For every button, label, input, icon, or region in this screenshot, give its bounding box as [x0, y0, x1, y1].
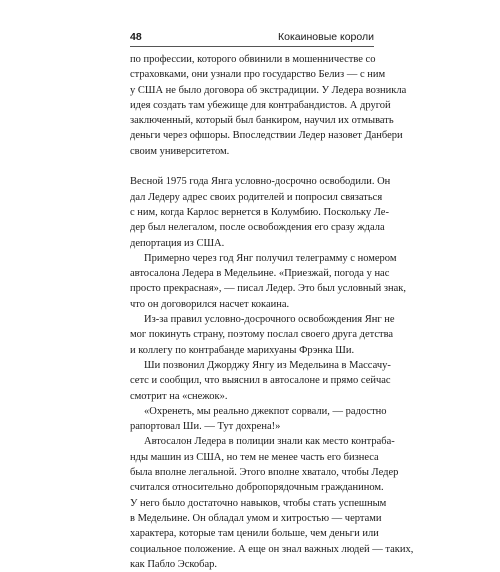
- text-line: страховками, они узнали про государство Белиз — с ним: [130, 69, 386, 81]
- paragraph: [130, 251, 406, 312]
- paragraph: [130, 434, 414, 572]
- text-line: Автосалон Ледера в полиции знали как место контраба-: [144, 436, 395, 448]
- text-line: дер был нелегалом, после освобождения его сразу ждала: [130, 222, 385, 234]
- text-line: своим университетом.: [130, 145, 230, 157]
- text-line: что он договорился насчет кокаина.: [130, 298, 290, 310]
- text-line: нды машин из США, но тем не менее часть его бизнеса: [130, 451, 379, 463]
- text-line: У него было достаточно навыков, чтобы стать успешным: [130, 497, 387, 509]
- text-line: деньги через офшоры. Впоследствии Ледер назовет Данбери: [130, 130, 403, 142]
- text-line: Примерно через год Янг получил телеграмму с номером: [144, 252, 397, 264]
- text-line: мог покинуть страну, поэтому послал своего друга детства: [130, 329, 394, 341]
- page-header: [130, 30, 374, 44]
- text-line: считался относительно добропорядочным гражданином.: [130, 482, 384, 494]
- paragraph: [130, 358, 391, 404]
- text-line: Из-за правил условно-досрочного освобождения Янг не: [144, 314, 395, 326]
- paragraph-gap: [130, 159, 374, 174]
- text-line: у США не было договора об экстрадиции. У Ледера возникла: [130, 84, 407, 96]
- paragraph: [130, 404, 387, 435]
- text-line: автосалона Ледера в Медельине. «Приезжай, погода у нас: [130, 268, 390, 280]
- text-line: заключенный, который был банкиром, научил их отмывать: [130, 115, 394, 127]
- paragraph: [130, 52, 407, 159]
- text-line: Ши позвонил Джорджу Янгу из Медельина в Массачу-: [144, 359, 391, 371]
- text-line: идея создать там убежище для контрабандистов. А другой: [130, 99, 391, 111]
- paragraph: [130, 312, 395, 358]
- text-line: рапортовал Ши. — Тут дохрена!»: [130, 421, 281, 433]
- text-line: характера, которые там ценили больше, чем деньги или: [130, 528, 379, 540]
- page-number: 48: [130, 31, 142, 43]
- paragraph: [130, 174, 391, 250]
- running-title: Кокаиновые короли: [278, 31, 374, 43]
- text-line: была вполне легальной. Этого вполне хватало, чтобы Ледер: [130, 467, 399, 479]
- text-line: депортация из США.: [130, 237, 225, 249]
- text-line: как Пабло Эскобар.: [130, 558, 218, 570]
- text-line: дал Ледеру адрес своих родителей и попросил связаться: [130, 191, 383, 203]
- text-line: смотрит на «снежок».: [130, 390, 228, 402]
- text-line: сетс и сообщил, что выяснил в автосалоне и прямо сейчас: [130, 375, 391, 387]
- text-line: по профессии, которого обвинили в мошенничестве со: [130, 54, 376, 65]
- header-rule: [130, 46, 374, 47]
- text-line: «Охренеть, мы реально джекпот сорвали, — радостно: [144, 405, 387, 417]
- text-line: и коллегу по контрабанде марихуаны Фрэнка Ши.: [130, 344, 355, 356]
- text-line: Весной 1975 года Янга условно-досрочно освободили. Он: [130, 176, 391, 188]
- page-body: [130, 52, 414, 572]
- text-line: в Медельине. Он обладал умом и хитростью — чертами: [130, 512, 382, 524]
- text-line: с ним, когда Карлос вернется в Колумбию. Поскольку Ле-: [130, 206, 389, 218]
- text-line: социальное положение. А еще он знал важных людей — таких,: [130, 543, 414, 555]
- text-line: просто прекрасная», — писал Ледер. Это был условный знак,: [130, 283, 406, 295]
